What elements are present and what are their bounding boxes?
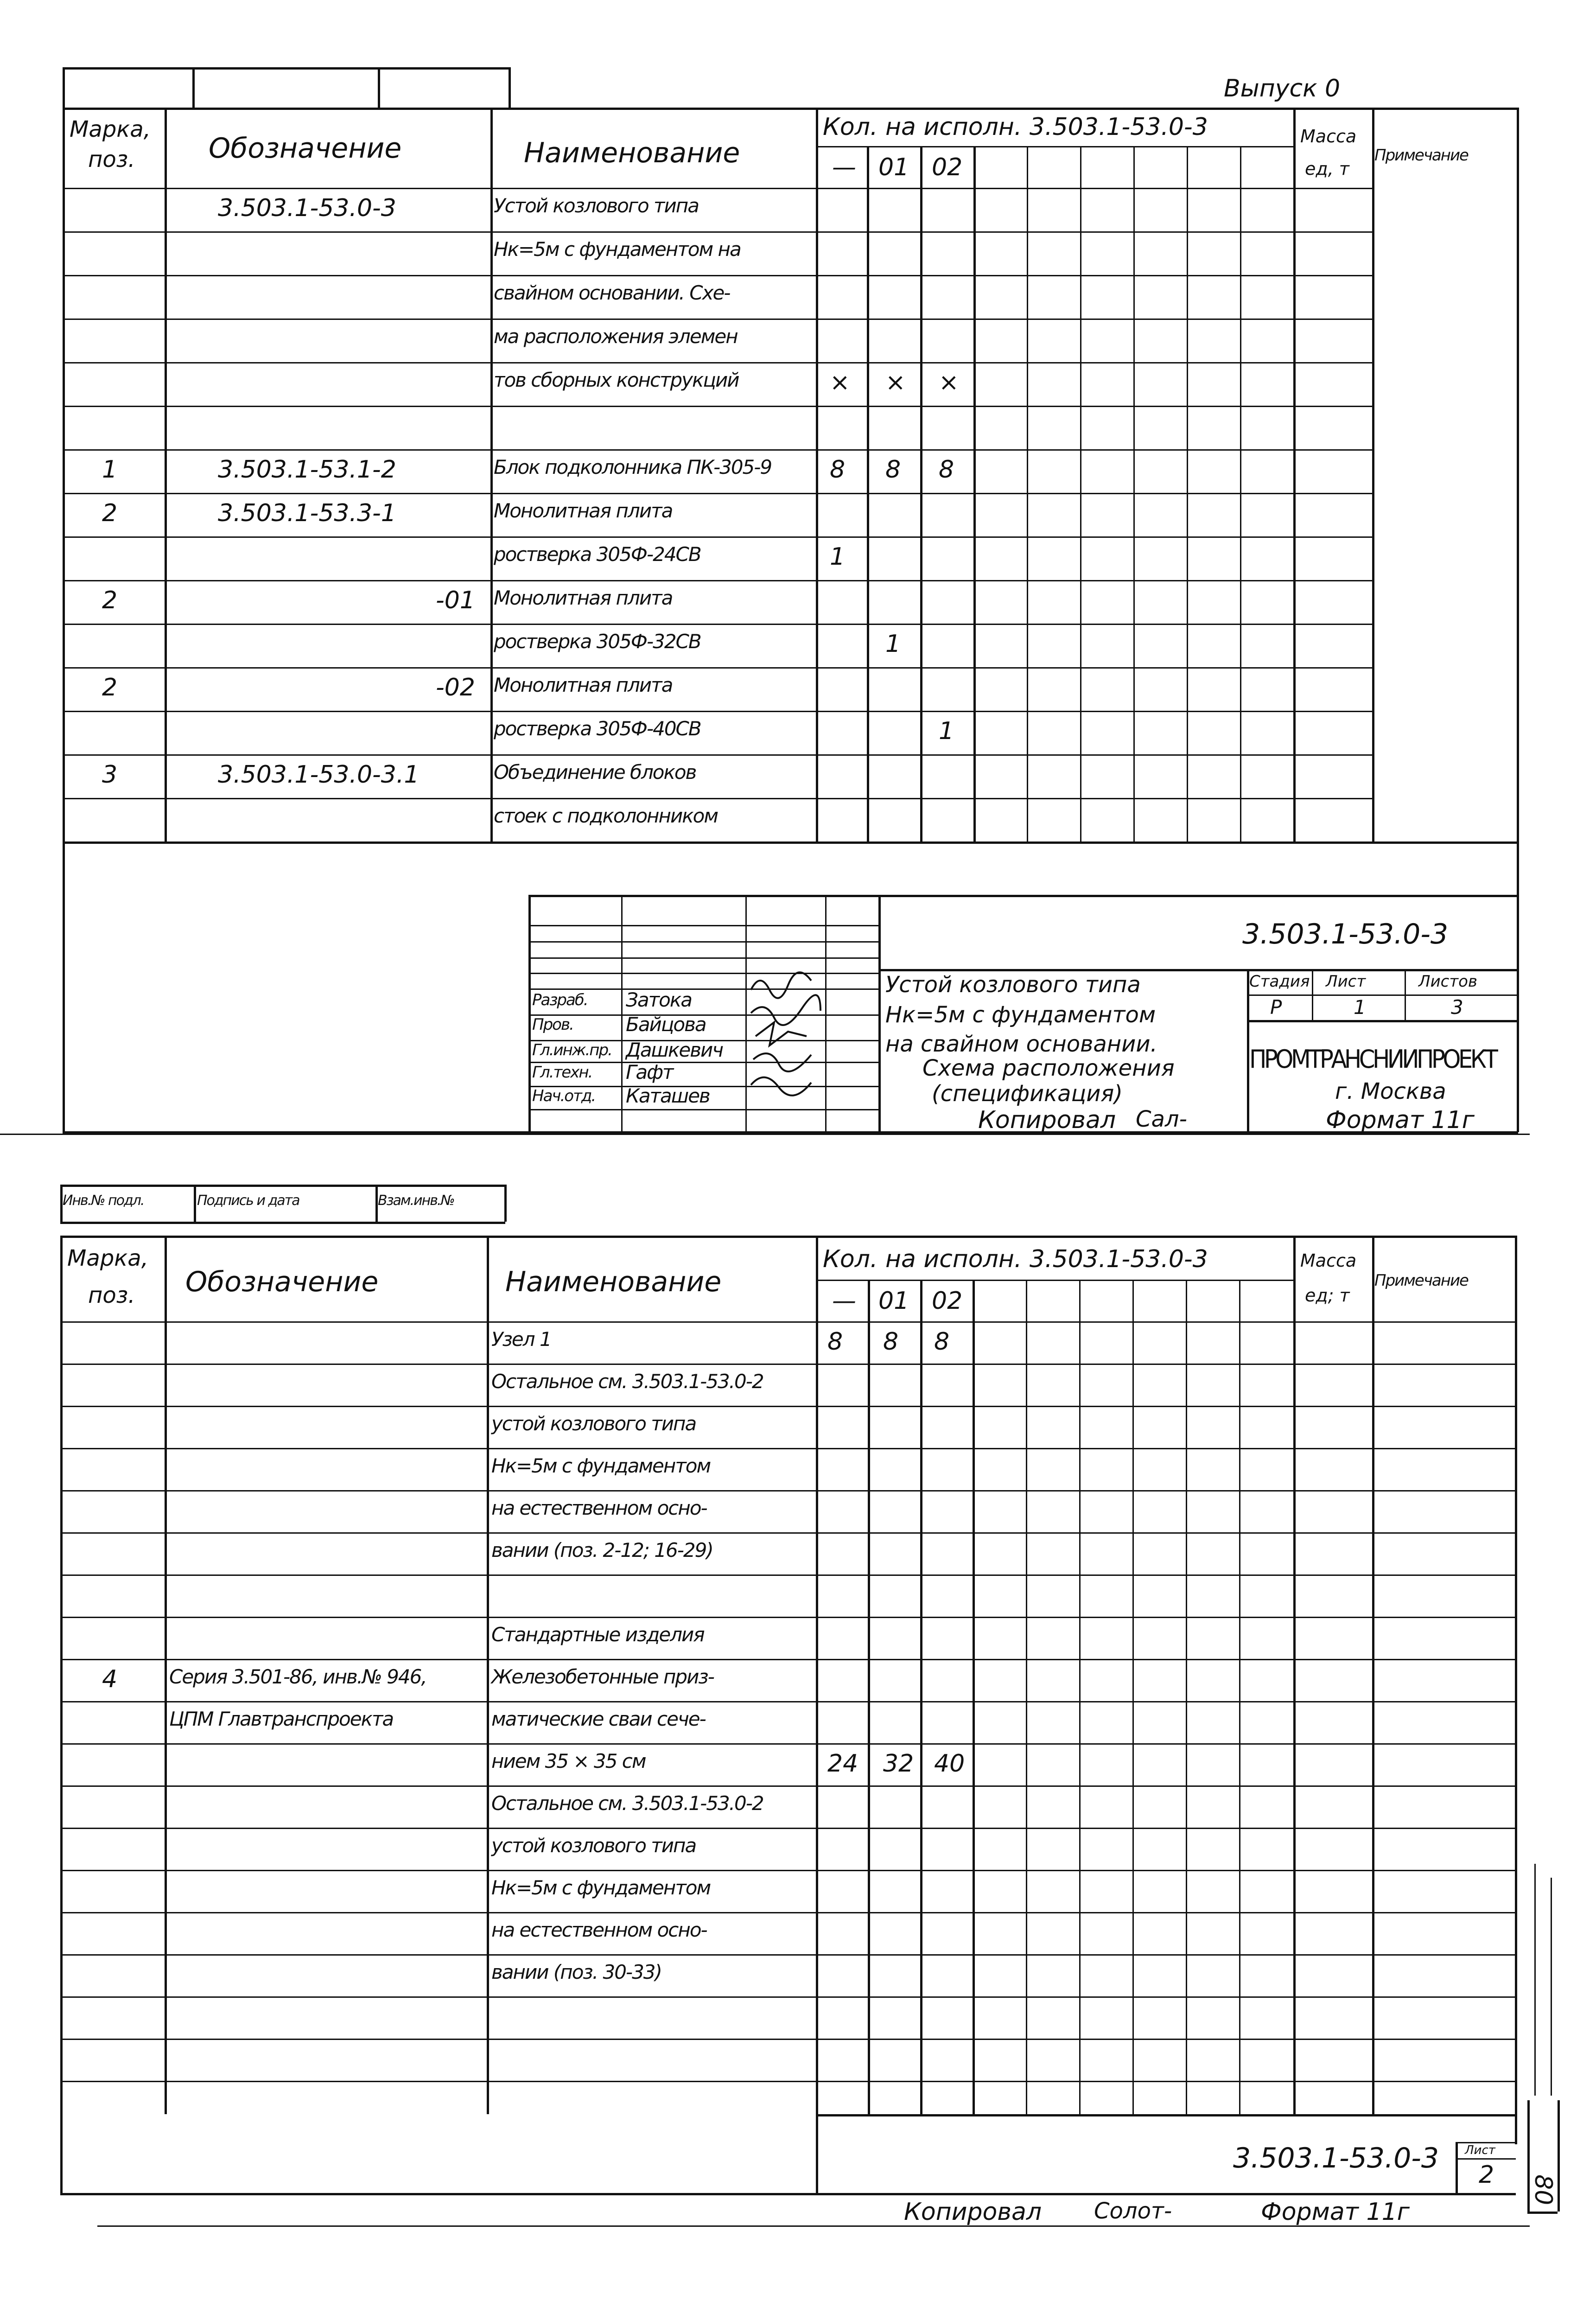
row-line xyxy=(60,1532,1515,1534)
row-mark: 2 xyxy=(102,674,118,701)
row-q-dash: × xyxy=(830,369,850,396)
row-q-dash: 8 xyxy=(827,1328,843,1356)
row-line xyxy=(63,536,1372,538)
sheets-value: 3 xyxy=(1451,996,1463,1019)
s2-sheet-value: 2 xyxy=(1479,2161,1494,2189)
row-q-01: 32 xyxy=(883,1750,914,1778)
row-name: Нк=5м с фундаментом xyxy=(491,1876,711,1899)
row-name: ростверка 305Ф-40СВ xyxy=(494,717,701,740)
row-line xyxy=(63,362,1372,363)
s2-header-col-01: 01 xyxy=(878,1287,909,1315)
page-divider xyxy=(0,1134,1530,1135)
row-line xyxy=(60,1321,1515,1323)
row-q-dash: 1 xyxy=(830,543,846,571)
title-person: Гафт xyxy=(626,1061,673,1084)
row-line xyxy=(63,711,1372,712)
title-role: Нач.отд. xyxy=(532,1087,596,1105)
row-line xyxy=(63,188,1372,189)
s2-header-qty: Кол. на исполн. 3.503.1-53.0-3 xyxy=(823,1245,1208,1273)
org-city: г. Москва xyxy=(1335,1078,1446,1104)
s2-header-mark: Марка, xyxy=(67,1245,148,1271)
row-designation: -01 xyxy=(436,586,475,614)
row-line xyxy=(63,841,1518,844)
row-line xyxy=(63,231,1372,233)
row-line xyxy=(60,1574,1515,1576)
header-col-01: 01 xyxy=(878,153,909,181)
s2-header-name: Наименование xyxy=(505,1266,722,1298)
row-name: Монолитная плита xyxy=(494,499,673,522)
row-name: устой козлового типа xyxy=(491,1834,696,1857)
row-name: Объединение блоков xyxy=(494,761,696,784)
title-line-3: на свайном основании. xyxy=(885,1031,1157,1057)
title-role: Пров. xyxy=(532,1015,573,1034)
row-line xyxy=(63,275,1372,276)
header-note: Примечание xyxy=(1374,146,1468,165)
title-person: Затока xyxy=(626,988,692,1011)
title-line-4: Схема расположения xyxy=(922,1055,1175,1081)
s2-header-col-02: 02 xyxy=(932,1287,963,1315)
row-designation: ЦПМ Главтранспроекта xyxy=(169,1708,394,1730)
s2-code: 3.503.1-53.0-3 xyxy=(1233,2142,1439,2174)
s2-header-mass: Масса xyxy=(1300,1250,1357,1271)
row-q-dash: 8 xyxy=(830,456,846,484)
row-line xyxy=(60,2039,1515,2040)
s2-header-mark-2: поз. xyxy=(88,1282,135,1308)
title-person: Байцова xyxy=(626,1013,706,1036)
row-line xyxy=(60,1617,1515,1618)
copied-label-1: Копировал xyxy=(978,1106,1116,1134)
row-name: Стандартные изделия xyxy=(491,1623,704,1646)
stamp-sign-date: Подпись и дата xyxy=(197,1192,299,1209)
row-name: Железобетонные приз- xyxy=(491,1665,714,1688)
stamp-inv: Инв.№ подл. xyxy=(63,1192,144,1209)
s2-header-designation: Обозначение xyxy=(185,1266,379,1298)
row-q-01: × xyxy=(885,369,906,396)
sheet-label: Лист xyxy=(1326,972,1366,991)
row-designation: 3.503.1-53.3-1 xyxy=(218,499,396,527)
row-mark: 2 xyxy=(102,499,118,527)
row-q-02: 8 xyxy=(939,456,954,484)
row-q-02: 40 xyxy=(934,1750,965,1778)
title-code: 3.503.1-53.0-3 xyxy=(1242,918,1449,950)
title-line-2: Нк=5м с фундаментом xyxy=(885,1002,1156,1028)
page-number: 80 xyxy=(1529,2174,1557,2205)
row-line xyxy=(63,493,1372,494)
row-mark: 3 xyxy=(102,761,118,789)
row-line xyxy=(60,1659,1515,1660)
header-col-dash: — xyxy=(832,153,856,181)
stage-label: Стадия xyxy=(1249,972,1310,991)
row-name: стоек с подколонником xyxy=(494,804,718,827)
row-line xyxy=(60,1406,1515,1407)
row-line xyxy=(60,1954,1515,1956)
row-q-01: 8 xyxy=(883,1328,899,1356)
copied-sig-1: Сал- xyxy=(1136,1106,1187,1132)
sheets-label: Листов xyxy=(1418,972,1478,991)
row-name: нием 35 × 35 см xyxy=(491,1750,646,1772)
row-mark: 2 xyxy=(102,586,118,614)
row-name: на естественном осно- xyxy=(491,1497,707,1519)
row-line xyxy=(60,2081,1515,2082)
row-line xyxy=(63,449,1372,451)
row-q-dash: 24 xyxy=(827,1750,858,1778)
issue-label: Выпуск 0 xyxy=(1224,75,1341,102)
row-name: матические сваи сече- xyxy=(491,1708,706,1730)
row-name: Устой козлового типа xyxy=(494,194,699,217)
s2-header-mass-2: ед; т xyxy=(1305,1285,1350,1306)
row-line xyxy=(60,1785,1515,1787)
copied-label-2: Копировал xyxy=(904,2198,1042,2226)
title-role: Гл.инж.пр. xyxy=(532,1041,612,1059)
row-name: на естественном осно- xyxy=(491,1919,707,1941)
row-line xyxy=(60,1743,1515,1745)
row-name: Блок подколонника ПК-305-9 xyxy=(494,456,772,478)
s2-header-col-dash: — xyxy=(832,1287,856,1315)
s2-sheet-label: Лист xyxy=(1465,2143,1495,2157)
header-mark: Марка, xyxy=(70,116,151,142)
row-name: Монолитная плита xyxy=(494,586,673,609)
row-line xyxy=(63,754,1372,756)
row-name: ростверка 305Ф-32СВ xyxy=(494,630,701,653)
row-name: вании (поз. 30-33) xyxy=(491,1961,661,1983)
row-q-01: 1 xyxy=(885,630,901,658)
row-designation: Серия 3.501-86, инв.№ 946, xyxy=(169,1665,426,1688)
row-name: Узел 1 xyxy=(491,1328,551,1351)
row-q-02: 1 xyxy=(939,717,954,745)
title-line-1: Устой козлового типа xyxy=(885,972,1141,998)
row-designation: 3.503.1-53.1-2 xyxy=(218,456,396,484)
copied-sig-2: Солот- xyxy=(1094,2198,1172,2224)
row-line xyxy=(60,1870,1515,1871)
row-line xyxy=(60,1364,1515,1365)
title-person: Каташев xyxy=(626,1084,710,1107)
title-line-5: (спецификация) xyxy=(932,1081,1123,1107)
row-name: тов сборных конструкций xyxy=(494,369,739,391)
org-name: ПРОМТРАНСНИИПРОЕКТ xyxy=(1249,1045,1496,1074)
header-mass-2: ед, т xyxy=(1305,159,1349,179)
row-line xyxy=(63,319,1372,320)
row-q-02: × xyxy=(939,369,959,396)
row-line xyxy=(60,1912,1515,1913)
header-col-02: 02 xyxy=(932,153,963,181)
row-name: Нк=5м с фундаментом на xyxy=(494,238,741,261)
format-1: Формат 11г xyxy=(1326,1106,1475,1134)
format-2: Формат 11г xyxy=(1261,2198,1410,2226)
row-line xyxy=(63,580,1372,581)
title-role: Гл.техн. xyxy=(532,1063,592,1082)
row-name: ростверка 305Ф-24СВ xyxy=(494,543,701,566)
row-line xyxy=(60,1448,1515,1449)
row-designation: -02 xyxy=(436,674,475,701)
row-line xyxy=(63,798,1372,799)
row-name: Нк=5м с фундаментом xyxy=(491,1454,711,1477)
sheet-value: 1 xyxy=(1354,996,1366,1019)
row-designation: 3.503.1-53.0-3 xyxy=(218,194,396,222)
row-mark: 4 xyxy=(102,1665,118,1693)
bottom-rule xyxy=(97,2225,1530,2227)
row-name: свайном основании. Схе- xyxy=(494,281,730,304)
row-designation: 3.503.1-53.0-3.1 xyxy=(218,761,420,789)
row-name: Остальное см. 3.503.1-53.0-2 xyxy=(491,1792,763,1815)
row-name: Остальное см. 3.503.1-53.0-2 xyxy=(491,1370,763,1393)
row-line xyxy=(63,667,1372,669)
row-name: вании (поз. 2-12; 16-29) xyxy=(491,1539,713,1562)
row-name: устой козлового типа xyxy=(491,1412,696,1435)
row-line xyxy=(63,624,1372,625)
header-mass: Масса xyxy=(1300,126,1357,147)
title-role: Разраб. xyxy=(532,991,588,1009)
title-person: Дашкевич xyxy=(626,1039,723,1061)
row-line xyxy=(60,1490,1515,1492)
row-mark: 1 xyxy=(102,456,118,484)
signatures-1 xyxy=(746,971,830,1110)
stage-value: Р xyxy=(1270,996,1282,1019)
stamp-replace: Взам.инв.№ xyxy=(378,1192,454,1209)
header-name: Наименование xyxy=(524,137,740,169)
row-q-01: 8 xyxy=(885,456,901,484)
row-name: ма расположения элемен xyxy=(494,325,738,348)
row-line xyxy=(60,1828,1515,1829)
header-qty: Кол. на исполн. 3.503.1-53.0-3 xyxy=(823,113,1208,141)
header-designation: Обозначение xyxy=(209,132,402,165)
header-mark-2: поз. xyxy=(88,147,135,172)
row-q-02: 8 xyxy=(934,1328,950,1356)
row-line xyxy=(63,406,1372,407)
row-name: Монолитная плита xyxy=(494,674,673,696)
s2-header-note: Примечание xyxy=(1374,1271,1468,1290)
row-line xyxy=(60,1996,1515,1998)
row-line xyxy=(60,1701,1515,1702)
